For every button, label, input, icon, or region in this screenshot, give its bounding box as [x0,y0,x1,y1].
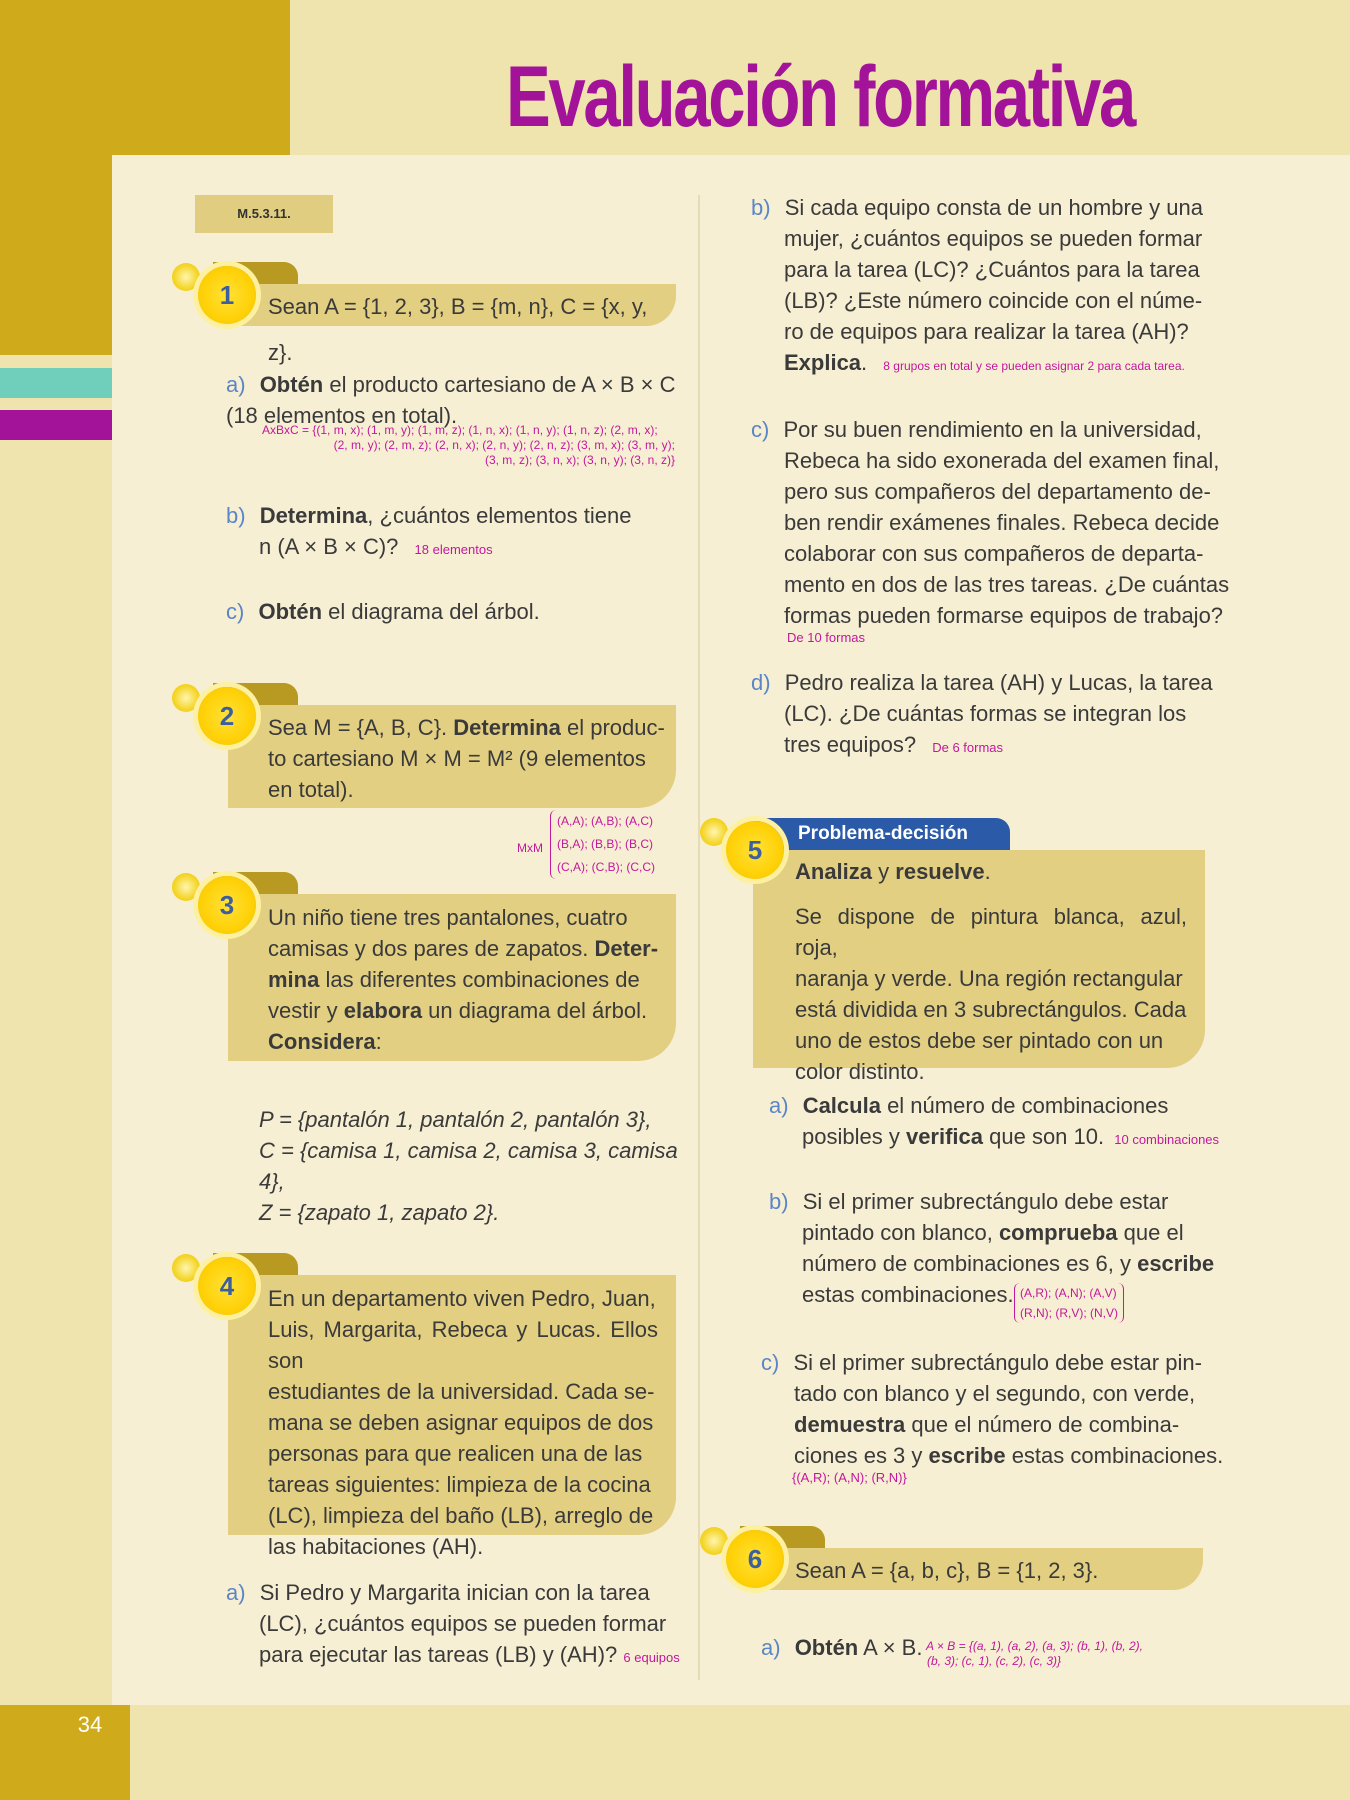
badge-ring-icon [700,1527,728,1555]
p3-sets: P = {pantalón 1, pantalón 2, pantalón 3}, C = {camisa 1, camisa 2, camisa 3, camisa 4}, Z = {zapato 1, zapato 2}. [259,1107,678,1225]
p4-item-a: a) Si Pedro y Margarita inician con la tarea (LC), ¿cuántos equipos se pueden formar para ejecutar las tareas (LB) y (AH)? 6 equipos [226,1580,680,1667]
p4-item-d: d) Pedro realiza la tarea (AH) y Lucas, la tarea (LC). ¿De cuántas formas se integran los tres equipos? De 6 formas [751,670,1213,757]
p2-answer: (A,A); (A,B); (A,C) (B,A); (B,B); (B,C) (C,A); (C,B); (C,C) [550,810,655,879]
problem-6-box [753,1548,1203,1590]
problem-1-badge: 1 [198,266,256,324]
problem-3-badge: 3 [198,876,256,934]
p2-answer-label: MxM [517,841,543,855]
p6-item-a: a) Obtén A × B. [761,1635,923,1660]
left-margin-bar [0,155,112,355]
p5-item-a: a) Calcula el número de combinaciones posibles y verifica que son 10. 10 combinaciones [769,1093,1220,1149]
page-title: Evaluación formativa [506,49,1134,145]
problem-decision-header: Problema-decisión [753,818,1010,850]
p1-item-c: c) Obtén el diagrama del árbol. [226,599,540,624]
p4-item-b: b) Si cada equipo consta de un hombre y una mujer, ¿cuántos equipos se pueden formar para la tarea (LC)? ¿Cuántos para la tarea (LB)? ¿Este número coincide con el núme- ro de equipos para realizar la tarea (AH)? Explica. 8 grupos en total y se pueden asignar 2 para cada tarea. [751,195,1203,375]
footer-band [0,1705,1350,1800]
problem-6-statement: Sean A = {a, b, c}, B = {1, 2, 3}. [795,1558,1099,1583]
p4-c-answer: De 10 formas [787,630,866,645]
teal-stripe [0,368,112,398]
problem-5-box: Analiza y resuelve. Se dispone de pintura blanca, azul, roja, naranja y verde. Una región rectangular está dividida en 3 subrectángulos. Cada uno de estos debe ser pintado con un color distinto. [753,850,1205,1068]
p4-item-c: c) Por su buen rendimiento en la universidad, Rebeca ha sido exonerada del examen final, pero sus compañeros del departamento de- ben rendir exámenes finales. Rebeca decide colaborar con sus compañeros de departa- mento en dos de las tres tareas. ¿De cuántas formas pueden formarse equipos de trabajo? [751,417,1230,628]
corner-block [0,0,290,155]
p5-b-answer: (A,R); (A,N); (A,V) (R,N); (R,V); (N,V) [1014,1283,1124,1323]
page-number: 34 [77,1712,103,1737]
p5-c-answer: {(A,R); (A,N); (R,N)} [792,1470,907,1485]
magenta-stripe [0,410,112,440]
curriculum-code: M.5.3.11. [195,195,333,233]
p1-item-b: b) Determina, ¿cuántos elementos tiene n (A × B × C)? 18 elementos [226,503,632,559]
problem-5-badge: 5 [726,821,784,879]
p5-item-c: c) Si el primer subrectángulo debe estar pin- tado con blanco y el segundo, con verde, demuestra que el número de combina- ciones es 3 y escribe estas combinaciones. [761,1350,1224,1468]
badge-ring-icon [172,1254,200,1282]
problem-1-box [228,284,676,365]
column-divider [698,195,700,1680]
p1-a-answer: AxBxC = {(1, m, x); (1, m, y); (1, m, z); (1, n, x); (1, n, y); (1, n, z); (2, m, x); (2, m, y); (2, m, z); (2, n, x); (2, n, y); (2, n, z); (3, m, x); (3, m, y); (3, m, z); (3, n, x); (3, n, y); (3, n, z)} [262,423,675,467]
badge-ring-icon [172,263,200,291]
badge-ring-icon [172,684,200,712]
problem-4-box: En un departamento viven Pedro, Juan, Luis, Margarita, Rebeca y Lucas. Ellos son estudiantes de la universidad. Cada se- mana se deben asignar equipos de dos personas para que realicen una de las tareas siguientes: limpieza de la cocina (LC), limpieza del baño (LB), arreglo de las habitaciones (AH). [228,1275,676,1535]
p5-item-b: b) Si el primer subrectángulo debe estar pintado con blanco, comprueba que el número de combinaciones es 6, y escribe estas combinaciones. [769,1189,1215,1307]
problem-2-box: Sea M = {A, B, C}. Determina el produc- to cartesiano M × M = M² (9 elementos en total). [228,705,676,808]
problem-2-badge: 2 [198,687,256,745]
badge-ring-icon [172,873,200,901]
problem-6-badge: 6 [726,1530,784,1588]
problem-4-badge: 4 [198,1257,256,1315]
p6-a-answer: A × B = {(a, 1), (a, 2), (a, 3); (b, 1), (b, 2), (b, 3); (c, 1), (c, 2), (c, 3)} [926,1639,1143,1668]
problem-1-statement: Sean A = {1, 2, 3}, B = {m, n}, C = {x, y, z}. [268,294,648,365]
problem-3-box: Un niño tiene tres pantalones, cuatro camisas y dos pares de zapatos. Deter- mina las diferentes combinaciones de vestir y elabora un diagrama del árbol. Considera: [228,894,676,1061]
badge-ring-icon [700,818,728,846]
p1-item-a: a) Obtén el producto cartesiano de A × B × C (18 elementos en total). [226,372,676,428]
